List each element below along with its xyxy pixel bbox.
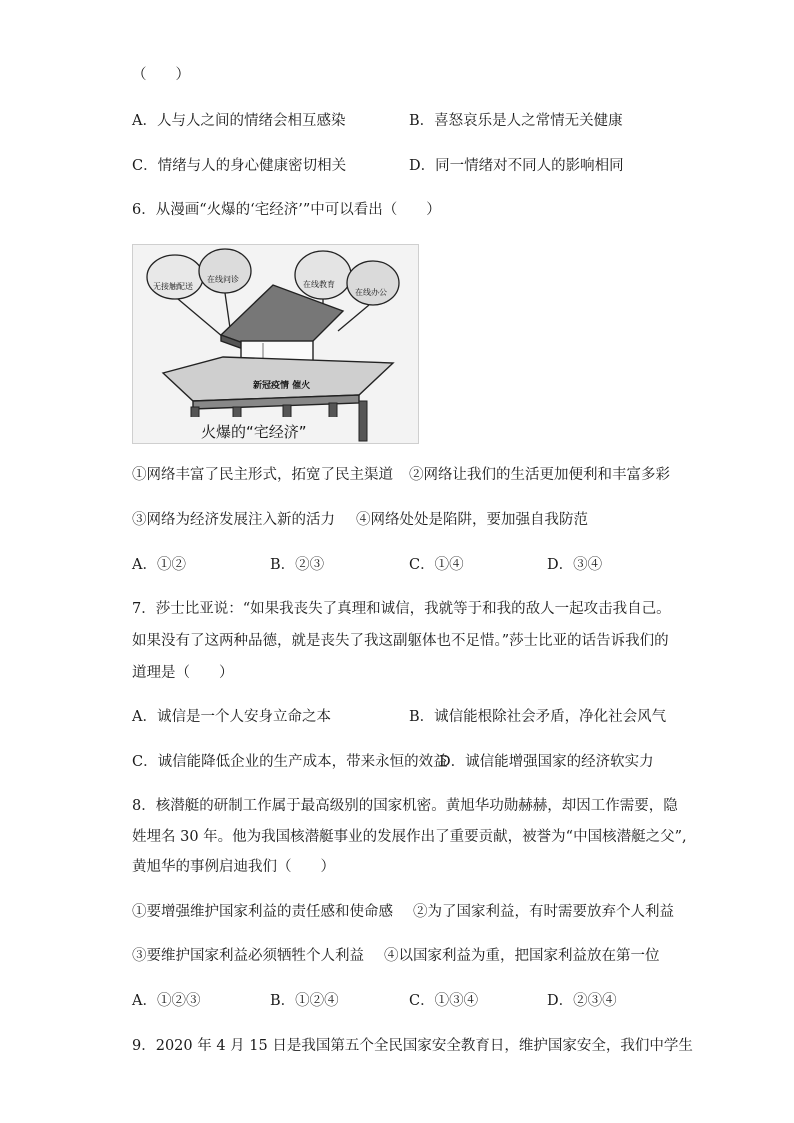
q8-statement-1: ①要增强维护国家利益的责任感和使命感 [132, 904, 393, 920]
cartoon-drawing [133, 245, 418, 443]
balloon1-label: 无接触配送 [153, 282, 193, 291]
q5-answer-blank: （ ） [132, 67, 190, 83]
q9-stem-line1: 9．2020 年 4 月 15 日是我国第五个全民国家安全教育日，维护国家安全，我们中学生 [132, 1038, 693, 1054]
q6-statement-3: ③网络为经济发展注入新的活力 [132, 512, 335, 528]
q7-option-d: D．诚信能增强国家的经济软实力 [439, 754, 654, 770]
balloon3-label: 在线教育 [303, 280, 335, 289]
q7-option-a: A．诚信是一个人安身立命之本 [132, 709, 331, 725]
balloon4-label: 在线办公 [355, 288, 387, 297]
q5-option-c: C．情绪与人的身心健康密切相关 [132, 158, 347, 174]
balloon2-label: 在线问诊 [207, 275, 239, 284]
cartoon-image [132, 244, 419, 444]
q6-statement-1: ①网络丰富了民主形式，拓宽了民主渠道 [132, 467, 393, 483]
q8-option-c: C．①③④ [409, 993, 479, 1009]
q7-option-c: C．诚信能降低企业的生产成本，带来永恒的效益 [132, 754, 448, 770]
q7-option-b: B．诚信能根除社会矛盾，净化社会风气 [409, 709, 667, 725]
cartoon-caption: 火爆的“宅经济” [201, 423, 307, 441]
q6-option-a: A．①② [132, 557, 186, 573]
q6-option-d: D．③④ [547, 557, 603, 573]
q8-statement-3: ③要维护国家利益必须牺牲个人利益 [132, 948, 364, 964]
q6-option-b: B．②③ [270, 557, 325, 573]
q7-stem-line3: 道理是（ ） [132, 665, 234, 681]
q5-option-b: B．喜怒哀乐是人之常情无关健康 [409, 113, 623, 129]
q8-statement-2: ②为了国家利益，有时需要放弃个人利益 [413, 904, 674, 920]
q7-stem-line1: 7．莎士比亚说：“如果我丧失了真理和诚信，我就等于和我的敌人一起攻击我自己。 [132, 601, 671, 617]
q7-stem-line2: 如果没有了这两种品德，就是丧失了我这副躯体也不足惜。”莎士比亚的话告诉我们的 [132, 633, 669, 649]
q8-option-d: D．②③④ [547, 993, 617, 1009]
q8-stem-line3: 黄旭华的事例启迪我们（ ） [132, 859, 335, 875]
q5-option-d: D．同一情绪对不同人的影响相同 [409, 158, 624, 174]
q8-stem-line1: 8．核潜艇的研制工作属于最高级别的国家机密。黄旭华功勋赫赫，却因工作需要，隐 [132, 798, 678, 814]
q5-option-a: A．人与人之间的情绪会相互感染 [132, 113, 346, 129]
q6-stem: 6．从漫画“火爆的‘宅经济’”中可以看出（ ） [132, 202, 441, 218]
q6-option-c: C．①④ [409, 557, 464, 573]
roof-label: 新冠疫情 催火 [253, 381, 311, 391]
q6-statement-4: ④网络处处是陷阱，要加强自我防范 [356, 512, 588, 528]
q8-statement-4: ④以国家利益为重，把国家利益放在第一位 [384, 948, 660, 964]
q8-option-a: A．①②③ [132, 993, 201, 1009]
q8-option-b: B．①②④ [270, 993, 339, 1009]
q6-statement-2: ②网络让我们的生活更加便利和丰富多彩 [409, 467, 670, 483]
q8-stem-line2: 姓埋名 30 年。他为我国核潜艇事业的发展作出了重要贡献，被誉为“中国核潜艇之父”, [132, 829, 687, 845]
